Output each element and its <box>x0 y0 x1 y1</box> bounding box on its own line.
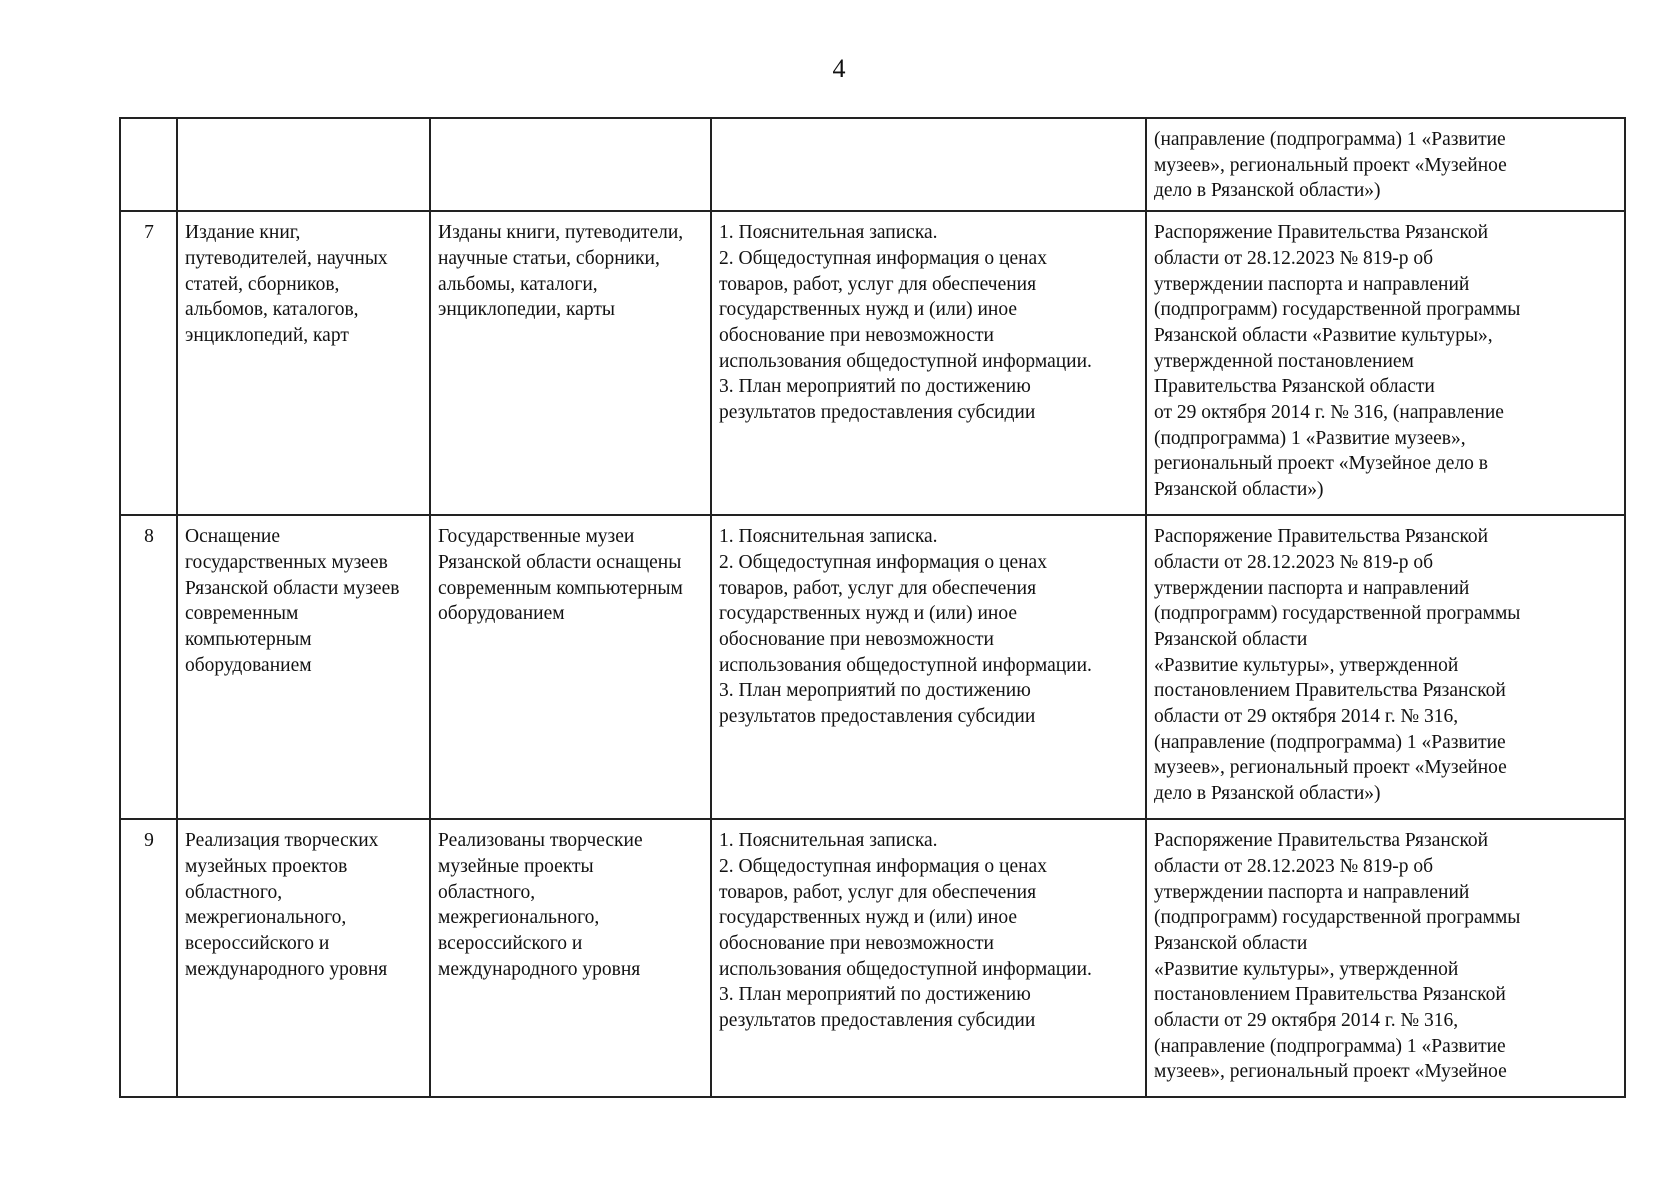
text-line: энциклопедии, карты <box>438 299 615 321</box>
text-line: Реализация творческих <box>185 830 379 852</box>
text-line: Изданы книги, путеводители, <box>438 222 684 244</box>
text-line: использования общедоступной информации. <box>719 958 1092 980</box>
text-line: Реализованы творческие <box>438 830 643 852</box>
text-line: Оснащение <box>185 526 281 548</box>
text-line: Правительства Рязанской области <box>1154 376 1435 398</box>
event-name-cell <box>177 211 430 515</box>
text-line: энциклопедий, карт <box>185 324 349 346</box>
text-line: товаров, работ, услуг для обеспечения <box>719 577 1037 599</box>
text-line: государственных нужд и (или) иное <box>719 299 1018 321</box>
text-line: использования общедоступной информации. <box>719 350 1092 372</box>
text-line: Рязанской области оснащены <box>438 551 682 573</box>
table-row <box>120 819 1625 1097</box>
text-line: утверждении паспорта и направлений <box>1154 273 1470 295</box>
basis-cell <box>1146 118 1625 211</box>
text-line: «Развитие культуры», утвержденной <box>1154 654 1459 676</box>
text-line: области от 28.12.2023 № 819-р об <box>1154 855 1434 877</box>
row-number-cell: 9 <box>120 819 177 1097</box>
text-line: результатов предоставления субсидии <box>719 402 1036 424</box>
text-line: государственных музеев <box>185 551 388 573</box>
text-line: утверждении паспорта и направлений <box>1154 881 1470 903</box>
text-line: музейных проектов <box>185 855 348 877</box>
text-line: музеев», региональный проект «Музейное <box>1154 1061 1507 1083</box>
text-line: межрегионального, <box>185 907 347 929</box>
text-line: (направление (подпрограмма) 1 «Развитие <box>1154 129 1506 150</box>
text-line: утвержденной постановлением <box>1154 350 1414 372</box>
table-row-continuation <box>120 118 1625 211</box>
documents-cell <box>711 515 1146 819</box>
text-line: 1. Пояснительная записка. <box>719 830 938 852</box>
result-cell <box>430 211 711 515</box>
text-line: от 29 октября 2014 г. № 316, (направление <box>1154 402 1504 424</box>
text-line: постановлением Правительства Рязанской <box>1154 680 1506 702</box>
text-line: 1. Пояснительная записка. <box>719 526 938 548</box>
text-line: всероссийского и <box>185 932 330 954</box>
text-line: оборудованием <box>185 654 312 676</box>
text-line: дело в Рязанской области») <box>1154 180 1381 202</box>
text-line: научные статьи, сборники, <box>438 247 660 269</box>
text-line: (подпрограмм) государственной программы <box>1154 907 1521 929</box>
text-line: 3. План мероприятий по достижению <box>719 376 1031 398</box>
text-line: утверждении паспорта и направлений <box>1154 577 1470 599</box>
row-number-cell <box>120 118 177 211</box>
text-line: 3. План мероприятий по достижению <box>719 984 1031 1006</box>
text-line: Рязанской области») <box>1154 479 1324 501</box>
text-line: областного, <box>185 881 283 903</box>
text-line: оборудованием <box>438 603 565 625</box>
text-line: 3. План мероприятий по достижению <box>719 680 1031 702</box>
basis-cell <box>1146 515 1625 819</box>
text-line: государственных нужд и (или) иное <box>719 603 1018 625</box>
text-line: музеев», региональный проект «Музейное <box>1154 757 1507 779</box>
text-line: современным <box>185 603 299 625</box>
text-line: Распоряжение Правительства Рязанской <box>1154 526 1489 548</box>
text-line: (подпрограмм) государственной программы <box>1154 603 1521 625</box>
text-line: области от 28.12.2023 № 819-р об <box>1154 551 1434 573</box>
text-line: 2. Общедоступная информация о ценах <box>719 247 1047 269</box>
subsidy-table <box>119 117 1626 1098</box>
documents-cell <box>711 118 1146 211</box>
text-line: товаров, работ, услуг для обеспечения <box>719 881 1037 903</box>
event-name-cell <box>177 118 430 211</box>
text-line: компьютерным <box>185 628 312 650</box>
text-line: постановлением Правительства Рязанской <box>1154 984 1506 1006</box>
text-line: региональный проект «Музейное дело в <box>1154 453 1489 475</box>
text-line: областного, <box>438 881 536 903</box>
text-line: (подпрограмм) государственной программы <box>1154 299 1521 321</box>
text-line: 1. Пояснительная записка. <box>719 222 938 244</box>
text-line: Издание книг, <box>185 222 301 244</box>
text-line: «Развитие культуры», утвержденной <box>1154 958 1459 980</box>
text-line: обоснование при невозможности <box>719 324 994 346</box>
result-cell <box>430 515 711 819</box>
text-line: музейные проекты <box>438 855 594 877</box>
text-line: Рязанской области музеев <box>185 577 400 599</box>
text-line: (подпрограмма) 1 «Развитие музеев», <box>1154 427 1466 449</box>
text-line: (направление (подпрограмма) 1 «Развитие <box>1154 731 1506 753</box>
table-row <box>120 515 1625 819</box>
text-line: Распоряжение Правительства Рязанской <box>1154 222 1489 244</box>
table-row <box>120 211 1625 515</box>
text-line: Рязанской области «Развитие культуры», <box>1154 324 1493 346</box>
text-line: (направление (подпрограмма) 1 «Развитие <box>1154 1035 1506 1057</box>
text-line: музеев», региональный проект «Музейное <box>1154 154 1507 176</box>
text-line: результатов предоставления субсидии <box>719 1010 1036 1032</box>
text-line: дело в Рязанской области») <box>1154 783 1381 805</box>
text-line: всероссийского и <box>438 932 583 954</box>
text-line: обоснование при невозможности <box>719 932 994 954</box>
text-line: 2. Общедоступная информация о ценах <box>719 551 1047 573</box>
text-line: Государственные музеи <box>438 526 635 548</box>
text-line: обоснование при невозможности <box>719 628 994 650</box>
result-cell <box>430 819 711 1097</box>
text-line: результатов предоставления субсидии <box>719 706 1036 728</box>
text-line: использования общедоступной информации. <box>719 654 1092 676</box>
event-name-cell <box>177 515 430 819</box>
text-line: международного уровня <box>438 958 641 980</box>
text-line: Рязанской области <box>1154 628 1308 650</box>
text-line: государственных нужд и (или) иное <box>719 907 1018 929</box>
page-number: 4 <box>832 54 846 83</box>
text-line: международного уровня <box>185 958 388 980</box>
documents-cell <box>711 819 1146 1097</box>
text-line: области от 29 октября 2014 г. № 316, <box>1154 706 1459 728</box>
result-cell <box>430 118 711 211</box>
basis-cell <box>1146 819 1625 1097</box>
text-line: современным компьютерным <box>438 577 683 599</box>
row-number-cell: 7 <box>120 211 177 515</box>
text-line: товаров, работ, услуг для обеспечения <box>719 273 1037 295</box>
text-line: межрегионального, <box>438 907 600 929</box>
text-line: Рязанской области <box>1154 932 1308 954</box>
event-name-cell <box>177 819 430 1097</box>
documents-cell <box>711 211 1146 515</box>
text-line: альбомов, каталогов, <box>185 299 359 321</box>
text-line: статей, сборников, <box>185 273 340 295</box>
text-line: 2. Общедоступная информация о ценах <box>719 855 1047 877</box>
text-line: области от 28.12.2023 № 819-р об <box>1154 247 1434 269</box>
basis-cell <box>1146 211 1625 515</box>
row-number-cell: 8 <box>120 515 177 819</box>
text-line: альбомы, каталоги, <box>438 273 598 295</box>
text-line: Распоряжение Правительства Рязанской <box>1154 830 1489 852</box>
text-line: области от 29 октября 2014 г. № 316, <box>1154 1010 1459 1032</box>
text-line: путеводителей, научных <box>185 247 388 269</box>
